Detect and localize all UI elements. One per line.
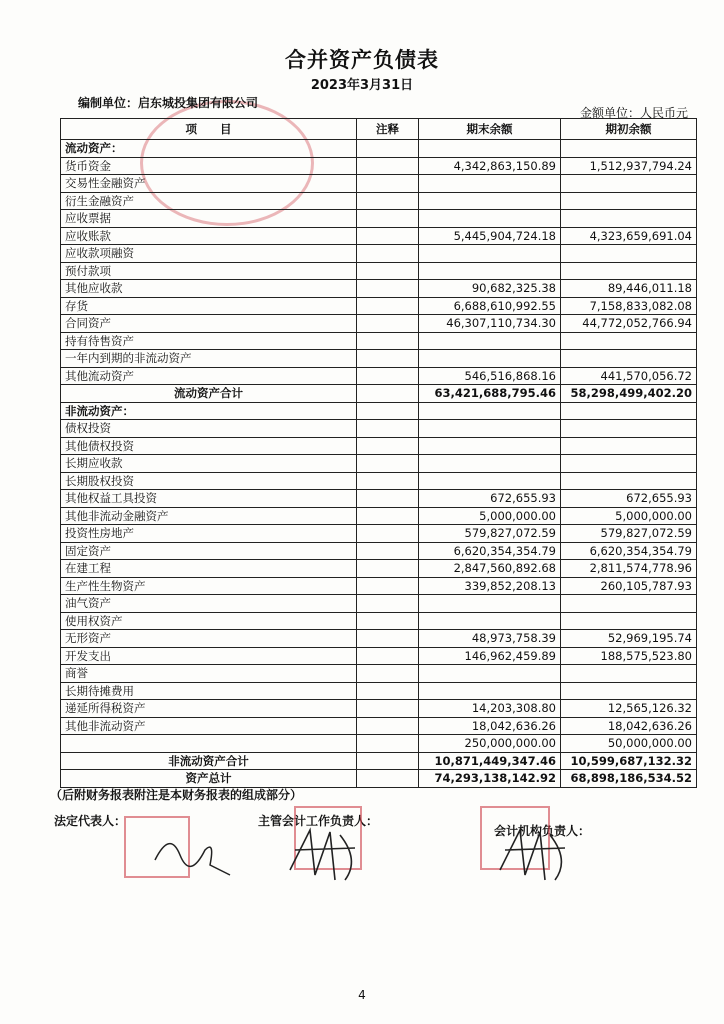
row-note [357, 595, 419, 613]
row-end-balance: 14,203,308.80 [419, 700, 561, 718]
row-item: 非流动资产： [61, 402, 357, 420]
row-note [357, 700, 419, 718]
row-note [357, 175, 419, 193]
row-item: 债权投资 [61, 420, 357, 438]
row-end-balance [419, 437, 561, 455]
row-end-balance: 546,516,868.16 [419, 367, 561, 385]
table-row [61, 472, 697, 490]
accounting-head-signature [495, 820, 585, 890]
row-note [357, 612, 419, 630]
row-begin-balance [561, 175, 697, 193]
table-row [61, 192, 697, 210]
table-row [61, 420, 697, 438]
row-item: 存货 [61, 297, 357, 315]
page-number: 4 [358, 988, 366, 1002]
row-begin-balance: 52,969,195.74 [561, 630, 697, 648]
row-note [357, 402, 419, 420]
row-item: 一年内到期的非流动资产 [61, 350, 357, 368]
table-row [61, 630, 697, 648]
table-row [61, 507, 697, 525]
row-end-balance [419, 350, 561, 368]
row-item: 开发支出 [61, 647, 357, 665]
table-row [61, 525, 697, 543]
table-row [61, 315, 697, 333]
row-item: 无形资产 [61, 630, 357, 648]
company-label: 编制单位：启东城投集团有限公司 [78, 96, 259, 110]
row-begin-balance: 2,811,574,778.96 [561, 560, 697, 578]
row-item: 应收账款 [61, 227, 357, 245]
legal-rep-label: 法定代表人： [54, 814, 127, 828]
row-end-balance [419, 682, 561, 700]
table-row [61, 332, 697, 350]
table-row [61, 455, 697, 473]
row-begin-balance [561, 472, 697, 490]
row-begin-balance [561, 665, 697, 683]
table-row [61, 595, 697, 613]
col-header-end: 期末余额 [419, 119, 561, 140]
row-begin-balance: 18,042,636.26 [561, 717, 697, 735]
row-note [357, 525, 419, 543]
row-end-balance: 5,000,000.00 [419, 507, 561, 525]
row-note [357, 577, 419, 595]
table-row [61, 577, 697, 595]
row-item: 预付款项 [61, 262, 357, 280]
row-note [357, 262, 419, 280]
row-begin-balance: 58,298,499,402.20 [561, 385, 697, 403]
row-end-balance: 10,871,449,347.46 [419, 752, 561, 770]
row-end-balance [419, 455, 561, 473]
row-end-balance: 2,847,560,892.68 [419, 560, 561, 578]
row-item: 应收票据 [61, 210, 357, 228]
table-row [61, 612, 697, 630]
row-item: 油气资产 [61, 595, 357, 613]
row-note [357, 385, 419, 403]
row-end-balance: 250,000,000.00 [419, 735, 561, 753]
row-end-balance: 4,342,863,150.89 [419, 157, 561, 175]
row-note [357, 140, 419, 158]
row-note [357, 455, 419, 473]
row-item: 持有待售资产 [61, 332, 357, 350]
row-begin-balance: 441,570,056.72 [561, 367, 697, 385]
row-item: 生产性生物资产 [61, 577, 357, 595]
row-end-balance [419, 262, 561, 280]
table-row [61, 385, 697, 403]
row-note [357, 192, 419, 210]
table-row [61, 140, 697, 158]
row-begin-balance: 4,323,659,691.04 [561, 227, 697, 245]
row-begin-balance [561, 402, 697, 420]
row-item: 其他流动资产 [61, 367, 357, 385]
table-row [61, 735, 697, 753]
row-item: 长期应收款 [61, 455, 357, 473]
balance-sheet-table [60, 118, 697, 788]
footnote: （后附财务报表附注是本财务报表的组成部分） [50, 788, 303, 802]
col-header-item: 项 目 [61, 119, 357, 140]
row-note [357, 630, 419, 648]
legal-rep-signature [150, 820, 240, 890]
row-end-balance: 579,827,072.59 [419, 525, 561, 543]
row-item: 长期股权投资 [61, 472, 357, 490]
row-end-balance: 5,445,904,724.18 [419, 227, 561, 245]
row-item: 其他权益工具投资 [61, 490, 357, 508]
table-row [61, 542, 697, 560]
row-begin-balance [561, 210, 697, 228]
table-row [61, 717, 697, 735]
page-title: 合并资产负债表 [285, 47, 439, 72]
row-end-balance: 672,655.93 [419, 490, 561, 508]
row-begin-balance: 7,158,833,082.08 [561, 297, 697, 315]
row-begin-balance [561, 245, 697, 263]
row-end-balance: 63,421,688,795.46 [419, 385, 561, 403]
accounting-head-label: 会计机构负责人： [494, 824, 591, 838]
row-end-balance: 48,973,758.39 [419, 630, 561, 648]
row-begin-balance [561, 437, 697, 455]
row-item: 其他非流动资产 [61, 717, 357, 735]
row-item: 递延所得税资产 [61, 700, 357, 718]
row-item: 固定资产 [61, 542, 357, 560]
row-begin-balance [561, 332, 697, 350]
row-item: 在建工程 [61, 560, 357, 578]
row-note [357, 437, 419, 455]
row-note [357, 490, 419, 508]
col-header-note: 注释 [357, 119, 419, 140]
table-row [61, 297, 697, 315]
table-row [61, 437, 697, 455]
table-row [61, 262, 697, 280]
row-note [357, 472, 419, 490]
row-note [357, 297, 419, 315]
table-row [61, 210, 697, 228]
row-note [357, 665, 419, 683]
row-item: 其他债权投资 [61, 437, 357, 455]
row-note [357, 770, 419, 788]
row-end-balance [419, 402, 561, 420]
row-end-balance [419, 332, 561, 350]
row-end-balance: 90,682,325.38 [419, 280, 561, 298]
table-row [61, 402, 697, 420]
row-end-balance [419, 595, 561, 613]
row-begin-balance: 1,512,937,794.24 [561, 157, 697, 175]
row-end-balance: 339,852,208.13 [419, 577, 561, 595]
row-note [357, 315, 419, 333]
row-begin-balance: 260,105,787.93 [561, 577, 697, 595]
row-item: 货币资金 [61, 157, 357, 175]
row-note [357, 332, 419, 350]
table-row [61, 682, 697, 700]
row-end-balance: 146,962,459.89 [419, 647, 561, 665]
row-note [357, 245, 419, 263]
row-item: 非流动资产合计 [61, 752, 357, 770]
row-begin-balance [561, 612, 697, 630]
row-begin-balance: 579,827,072.59 [561, 525, 697, 543]
row-note [357, 752, 419, 770]
chief-accountant-signature [285, 820, 375, 890]
table-row [61, 227, 697, 245]
row-end-balance [419, 245, 561, 263]
row-note [357, 717, 419, 735]
row-item: 交易性金融资产 [61, 175, 357, 193]
row-begin-balance [561, 262, 697, 280]
row-begin-balance [561, 420, 697, 438]
row-begin-balance [561, 455, 697, 473]
chief-accountant-label: 主管会计工作负责人： [258, 814, 379, 828]
row-item: 投资性房地产 [61, 525, 357, 543]
table-row [61, 560, 697, 578]
row-begin-balance: 10,599,687,132.32 [561, 752, 697, 770]
table-header-row [61, 119, 697, 140]
row-item: 流动资产合计 [61, 385, 357, 403]
row-begin-balance [561, 682, 697, 700]
row-item: 商誉 [61, 665, 357, 683]
row-begin-balance [561, 140, 697, 158]
table-row [61, 350, 697, 368]
row-end-balance: 6,620,354,354.79 [419, 542, 561, 560]
row-item: 合同资产 [61, 315, 357, 333]
row-item: 其他非流动金融资产 [61, 507, 357, 525]
row-note [357, 420, 419, 438]
table-row [61, 157, 697, 175]
row-end-balance: 74,293,138,142.92 [419, 770, 561, 788]
row-note [357, 542, 419, 560]
table-row [61, 770, 697, 788]
report-date: 2023年3月31日 [310, 78, 414, 93]
row-note [357, 227, 419, 245]
row-begin-balance: 89,446,011.18 [561, 280, 697, 298]
row-note [357, 350, 419, 368]
row-note [357, 682, 419, 700]
row-item: 衍生金融资产 [61, 192, 357, 210]
table-row [61, 245, 697, 263]
row-end-balance [419, 192, 561, 210]
row-begin-balance: 5,000,000.00 [561, 507, 697, 525]
currency-label: 金额单位：人民币元 [580, 106, 689, 120]
row-begin-balance [561, 350, 697, 368]
table-row [61, 647, 697, 665]
table-row [61, 367, 697, 385]
row-end-balance: 46,307,110,734.30 [419, 315, 561, 333]
table-row [61, 490, 697, 508]
table-row [61, 665, 697, 683]
row-end-balance [419, 175, 561, 193]
row-note [357, 735, 419, 753]
row-begin-balance [561, 192, 697, 210]
row-end-balance [419, 665, 561, 683]
row-begin-balance: 12,565,126.32 [561, 700, 697, 718]
row-end-balance [419, 472, 561, 490]
row-end-balance [419, 210, 561, 228]
row-begin-balance: 188,575,523.80 [561, 647, 697, 665]
row-note [357, 280, 419, 298]
row-item: 其他应收款 [61, 280, 357, 298]
row-note [357, 560, 419, 578]
row-note [357, 507, 419, 525]
row-end-balance: 6,688,610,992.55 [419, 297, 561, 315]
row-item [61, 735, 357, 753]
row-note [357, 647, 419, 665]
row-note [357, 210, 419, 228]
row-begin-balance: 50,000,000.00 [561, 735, 697, 753]
row-begin-balance: 44,772,052,766.94 [561, 315, 697, 333]
row-note [357, 157, 419, 175]
row-begin-balance: 68,898,186,534.52 [561, 770, 697, 788]
row-item: 应收款项融资 [61, 245, 357, 263]
row-begin-balance: 6,620,354,354.79 [561, 542, 697, 560]
table-row [61, 752, 697, 770]
row-item: 资产总计 [61, 770, 357, 788]
row-end-balance [419, 612, 561, 630]
table-row [61, 175, 697, 193]
row-end-balance [419, 420, 561, 438]
row-end-balance: 18,042,636.26 [419, 717, 561, 735]
row-item: 使用权资产 [61, 612, 357, 630]
row-item: 长期待摊费用 [61, 682, 357, 700]
row-begin-balance: 672,655.93 [561, 490, 697, 508]
row-item: 流动资产： [61, 140, 357, 158]
row-begin-balance [561, 595, 697, 613]
col-header-begin: 期初余额 [561, 119, 697, 140]
table-row [61, 280, 697, 298]
table-row [61, 700, 697, 718]
row-end-balance [419, 140, 561, 158]
row-note [357, 367, 419, 385]
